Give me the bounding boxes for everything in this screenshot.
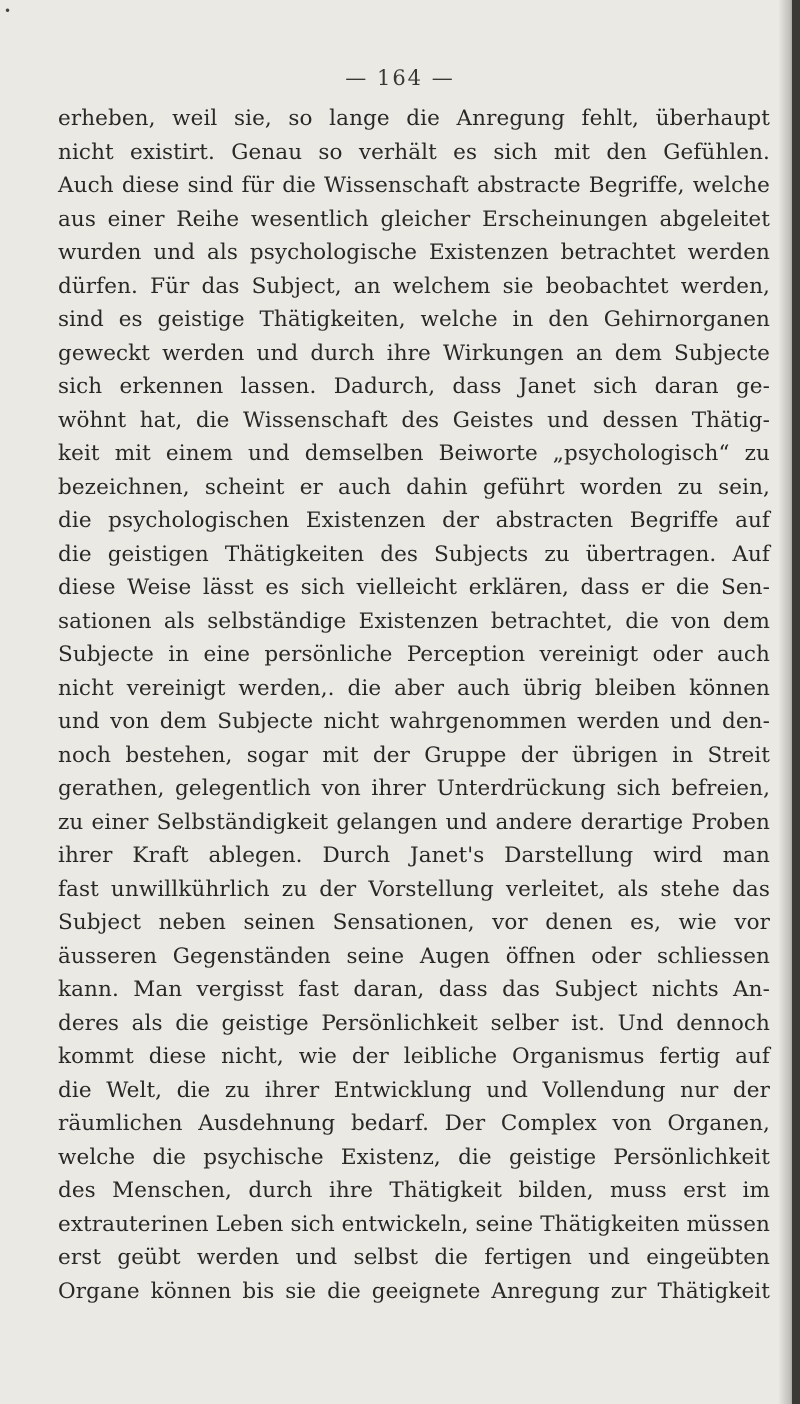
body-text [58, 102, 770, 1308]
text-line: fast unwillkührlich zu der Vorstellung verleitet, als stehe das [58, 876, 770, 902]
text-line: kommt diese nicht, wie der leibliche Organismus fertig auf [58, 1044, 770, 1069]
text-line: die Welt, die zu ihrer Entwicklung und Vollendung nur der [58, 1077, 770, 1103]
text-line: Auch diese sind für die Wissenschaft abstracte Begriffe, welche [58, 173, 770, 198]
text-line: noch bestehen, sogar mit der Gruppe der übrigen in Streit [58, 742, 770, 768]
page-edge-binding [792, 0, 800, 1404]
text-line: keit mit einem und demselben Beiworte „psychologisch“ zu [58, 441, 770, 466]
text-line: welche die psychische Existenz, die geistige Persönlichkeit [58, 1144, 770, 1170]
text-line: zu einer Selbständigkeit gelangen und andere derartige Proben [58, 809, 770, 835]
text-line: bezeichnen, scheint er auch dahin geführt worden zu sein, [58, 474, 770, 500]
text-line: erst geübt werden und selbst die fertigen und eingeübten [58, 1245, 770, 1270]
text-line: kann. Man vergisst fast daran, dass das Subject nichts An- [58, 977, 770, 1002]
text-line: und von dem Subjecte nicht wahrgenommen werden und den- [58, 709, 770, 734]
text-line: sationen als selbständige Existenzen betrachtet, die von dem [58, 608, 770, 634]
text-line: des Menschen, durch ihre Thätigkeit bilden, muss erst im [58, 1178, 770, 1203]
page-number: — 164 — [345, 66, 455, 90]
text-line: äusseren Gegenständen seine Augen öffnen oder schliessen [58, 943, 770, 969]
text-line: nicht vereinigt werden,. die aber auch übrig bleiben können [58, 675, 770, 701]
text-line: die psychologischen Existenzen der abstracten Begriffe auf [58, 508, 770, 533]
text-line: extrauterinen Leben sich entwickeln, seine Thätigkeiten müssen [58, 1211, 770, 1237]
text-line: wöhnt hat, die Wissenschaft des Geistes und dessen Thätig- [58, 407, 770, 433]
text-line: aus einer Reihe wesentlich gleicher Erscheinungen abgeleitet [58, 206, 770, 232]
text-line: räumlichen Ausdehnung bedarf. Der Complex von Organen, [58, 1111, 770, 1136]
corner-mark: • [4, 4, 12, 18]
text-line: geweckt werden und durch ihre Wirkungen an dem Subjecte [58, 340, 770, 366]
text-line: dürfen. Für das Subject, an welchem sie beobachtet werden, [58, 273, 770, 299]
text-line: die geistigen Thätigkeiten des Subjects zu übertragen. Auf [58, 541, 770, 567]
text-line: nicht existirt. Genau so verhält es sich mit den Gefühlen. [58, 139, 770, 165]
text-line: Subjecte in eine persönliche Perception vereinigt oder auch [58, 642, 770, 667]
text-line: erheben, weil sie, so lange die Anregung fehlt, überhaupt [58, 106, 770, 131]
text-line: Subject neben seinen Sensationen, vor denen es, wie vor [58, 910, 770, 935]
text-line: gerathen, gelegentlich von ihrer Unterdrückung sich befreien, [58, 776, 770, 801]
text-line: deres als die geistige Persönlichkeit selber ist. Und dennoch [58, 1010, 770, 1036]
text-line: sind es geistige Thätigkeiten, welche in den Gehirnorganen [58, 307, 770, 332]
text-line: diese Weise lässt es sich vielleicht erklären, dass er die Sen- [58, 575, 770, 600]
text-line: sich erkennen lassen. Dadurch, dass Janet sich daran ge- [58, 374, 770, 399]
text-line: Organe können bis sie die geeignete Anregung zur Thätigkeit [58, 1278, 770, 1304]
text-line: ihrer Kraft ablegen. Durch Janet's Darstellung wird man [58, 843, 770, 868]
text-line: wurden und als psychologische Existenzen betrachtet werden [58, 240, 770, 265]
